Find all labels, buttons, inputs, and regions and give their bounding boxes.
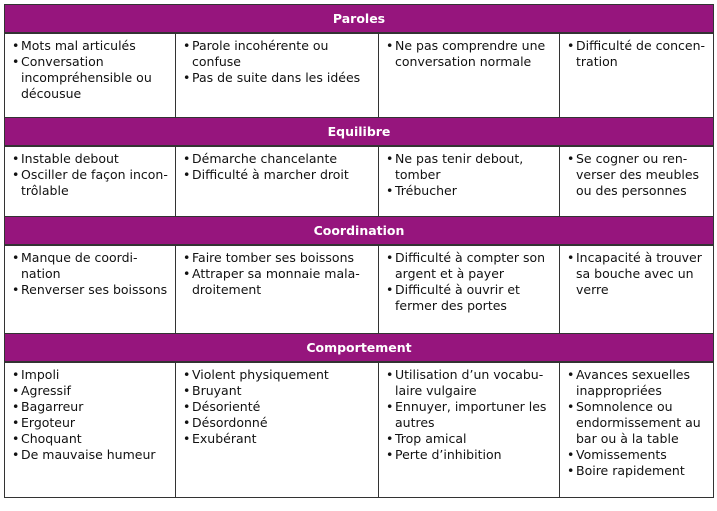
list-item-text: Incapacité à trouver sa bouche avec un verre <box>576 250 702 297</box>
cell <box>176 34 379 117</box>
bullet-icon: • <box>12 282 20 297</box>
list-item-text: Ne pas tenir debout, tomber <box>395 151 524 182</box>
list-item <box>386 282 555 314</box>
list-item <box>12 151 171 167</box>
list-item-text: Ennuyer, importuner les autres <box>395 399 547 430</box>
bullet-icon: • <box>567 367 575 382</box>
list-item-text: Renverser ses boissons <box>21 282 168 297</box>
list-item-text: Osciller de façon incon- trôlable <box>21 167 168 198</box>
bullet-icon: • <box>386 183 394 198</box>
list-item <box>567 250 709 298</box>
list-item <box>12 447 171 463</box>
bullet-icon: • <box>12 38 20 53</box>
bullet-icon: • <box>183 383 191 398</box>
list-item <box>386 367 555 399</box>
cell <box>176 363 379 497</box>
list-item-text: Agressif <box>21 383 71 398</box>
list-item-text: De mauvaise humeur <box>21 447 156 462</box>
list-item-text: Utilisation d’un vocabu- laire vulgaire <box>395 367 544 398</box>
list-item-text: Exubérant <box>192 431 257 446</box>
list-item <box>12 167 171 199</box>
cell <box>560 147 713 216</box>
list-item-text: Difficulté à compter son argent et à payer <box>395 250 546 281</box>
list-item <box>12 431 171 447</box>
list-item-text: Conversation incompréhensible ou décousue <box>21 54 152 101</box>
list-item <box>183 38 374 70</box>
list-item-text: Bagarreur <box>21 399 84 414</box>
bullet-icon: • <box>183 151 191 166</box>
list-item <box>12 399 171 415</box>
section-header-coordination <box>5 217 713 246</box>
list-item-text: Perte d’inhibition <box>395 447 502 462</box>
bullet-icon: • <box>567 399 575 414</box>
list-item <box>567 151 709 199</box>
list-item-text: Violent physiquement <box>192 367 329 382</box>
list-item <box>12 367 171 383</box>
bullet-icon: • <box>12 383 20 398</box>
list-item <box>183 431 374 447</box>
bullet-icon: • <box>12 431 20 446</box>
bullet-icon: • <box>183 431 191 446</box>
list-item <box>386 151 555 183</box>
bullet-icon: • <box>386 250 394 265</box>
list-item-text: Démarche chancelante <box>192 151 338 166</box>
list-item <box>183 250 374 266</box>
list-item <box>183 383 374 399</box>
bullet-icon: • <box>567 463 575 478</box>
list-item-text: Faire tomber ses boissons <box>192 250 355 265</box>
bullet-icon: • <box>183 250 191 265</box>
list-item <box>386 399 555 431</box>
list-item-text: Somnolence ou endormissement au bar ou à la table <box>576 399 701 446</box>
list-item <box>386 447 555 463</box>
list-item-text: Pas de suite dans les idées <box>192 70 361 85</box>
list-item <box>183 70 374 86</box>
bullet-icon: • <box>12 167 20 182</box>
list-item <box>12 383 171 399</box>
list-item <box>183 167 374 183</box>
list-item-text: Instable debout <box>21 151 119 166</box>
bullet-icon: • <box>183 367 191 382</box>
list-item-text: Difficulté à marcher droit <box>192 167 349 182</box>
list-item <box>567 399 709 447</box>
section-row-equilibre <box>5 147 713 217</box>
bullet-icon: • <box>183 167 191 182</box>
section-title: Coordination <box>313 223 405 238</box>
section-title: Equilibre <box>327 124 391 139</box>
cell <box>379 147 560 216</box>
section-title: Comportement <box>306 340 412 355</box>
list-item <box>183 151 374 167</box>
cell <box>176 147 379 216</box>
list-item-text: Trop amical <box>395 431 467 446</box>
list-item-text: Ergoteur <box>21 415 76 430</box>
bullet-icon: • <box>183 399 191 414</box>
bullet-icon: • <box>12 54 20 69</box>
section-row-comportement <box>5 363 713 497</box>
bullet-icon: • <box>183 70 191 85</box>
bullet-icon: • <box>12 367 20 382</box>
bullet-icon: • <box>567 447 575 462</box>
list-item <box>386 38 555 70</box>
list-item-text: Attraper sa monnaie mala- droitement <box>192 266 360 297</box>
bullet-icon: • <box>183 266 191 281</box>
signs-table <box>4 4 714 498</box>
bullet-icon: • <box>567 151 575 166</box>
list-item-text: Manque de coordi- nation <box>21 250 138 281</box>
list-item <box>12 415 171 431</box>
cell <box>379 34 560 117</box>
cell <box>560 363 713 497</box>
bullet-icon: • <box>567 250 575 265</box>
cell <box>5 34 176 117</box>
list-item-text: Mots mal articulés <box>21 38 136 53</box>
section-header-comportement <box>5 334 713 363</box>
bullet-icon: • <box>386 399 394 414</box>
list-item <box>12 282 171 298</box>
list-item-text: Boire rapidement <box>576 463 685 478</box>
section-header-equilibre <box>5 118 713 147</box>
list-item <box>567 367 709 399</box>
list-item <box>183 399 374 415</box>
bullet-icon: • <box>183 38 191 53</box>
list-item <box>567 447 709 463</box>
list-item-text: Désorienté <box>192 399 261 414</box>
list-item-text: Avances sexuelles inappropriées <box>576 367 690 398</box>
list-item-text: Vomissements <box>576 447 667 462</box>
bullet-icon: • <box>386 38 394 53</box>
list-item <box>12 250 171 282</box>
list-item <box>12 38 171 54</box>
list-item-text: Difficulté à ouvrir et fermer des portes <box>395 282 520 313</box>
section-header-paroles <box>5 5 713 34</box>
cell <box>379 246 560 333</box>
bullet-icon: • <box>12 151 20 166</box>
list-item-text: Désordonné <box>192 415 268 430</box>
list-item <box>386 431 555 447</box>
bullet-icon: • <box>567 38 575 53</box>
bullet-icon: • <box>183 415 191 430</box>
bullet-icon: • <box>12 447 20 462</box>
list-item <box>386 183 555 199</box>
list-item-text: Se cogner ou ren- verser des meubles ou des personnes <box>576 151 700 198</box>
list-item <box>386 250 555 282</box>
bullet-icon: • <box>12 399 20 414</box>
list-item <box>183 266 374 298</box>
cell <box>379 363 560 497</box>
list-item-text: Trébucher <box>395 183 457 198</box>
section-row-paroles <box>5 34 713 118</box>
list-item <box>567 38 709 70</box>
section-row-coordination <box>5 246 713 334</box>
list-item <box>12 54 171 102</box>
list-item-text: Choquant <box>21 431 82 446</box>
list-item-text: Ne pas comprendre une conversation normale <box>395 38 546 69</box>
cell <box>560 246 713 333</box>
cell <box>5 363 176 497</box>
cell <box>5 246 176 333</box>
cell <box>560 34 713 117</box>
bullet-icon: • <box>12 250 20 265</box>
bullet-icon: • <box>386 151 394 166</box>
bullet-icon: • <box>386 282 394 297</box>
list-item <box>183 415 374 431</box>
list-item-text: Bruyant <box>192 383 242 398</box>
cell <box>5 147 176 216</box>
list-item-text: Difficulté de concen- tration <box>576 38 706 69</box>
bullet-icon: • <box>386 367 394 382</box>
bullet-icon: • <box>12 415 20 430</box>
list-item-text: Parole incohérente ou confuse <box>192 38 329 69</box>
list-item-text: Impoli <box>21 367 60 382</box>
section-title: Paroles <box>332 11 386 26</box>
bullet-icon: • <box>386 431 394 446</box>
list-item <box>183 367 374 383</box>
list-item <box>567 463 709 479</box>
bullet-icon: • <box>386 447 394 462</box>
cell <box>176 246 379 333</box>
